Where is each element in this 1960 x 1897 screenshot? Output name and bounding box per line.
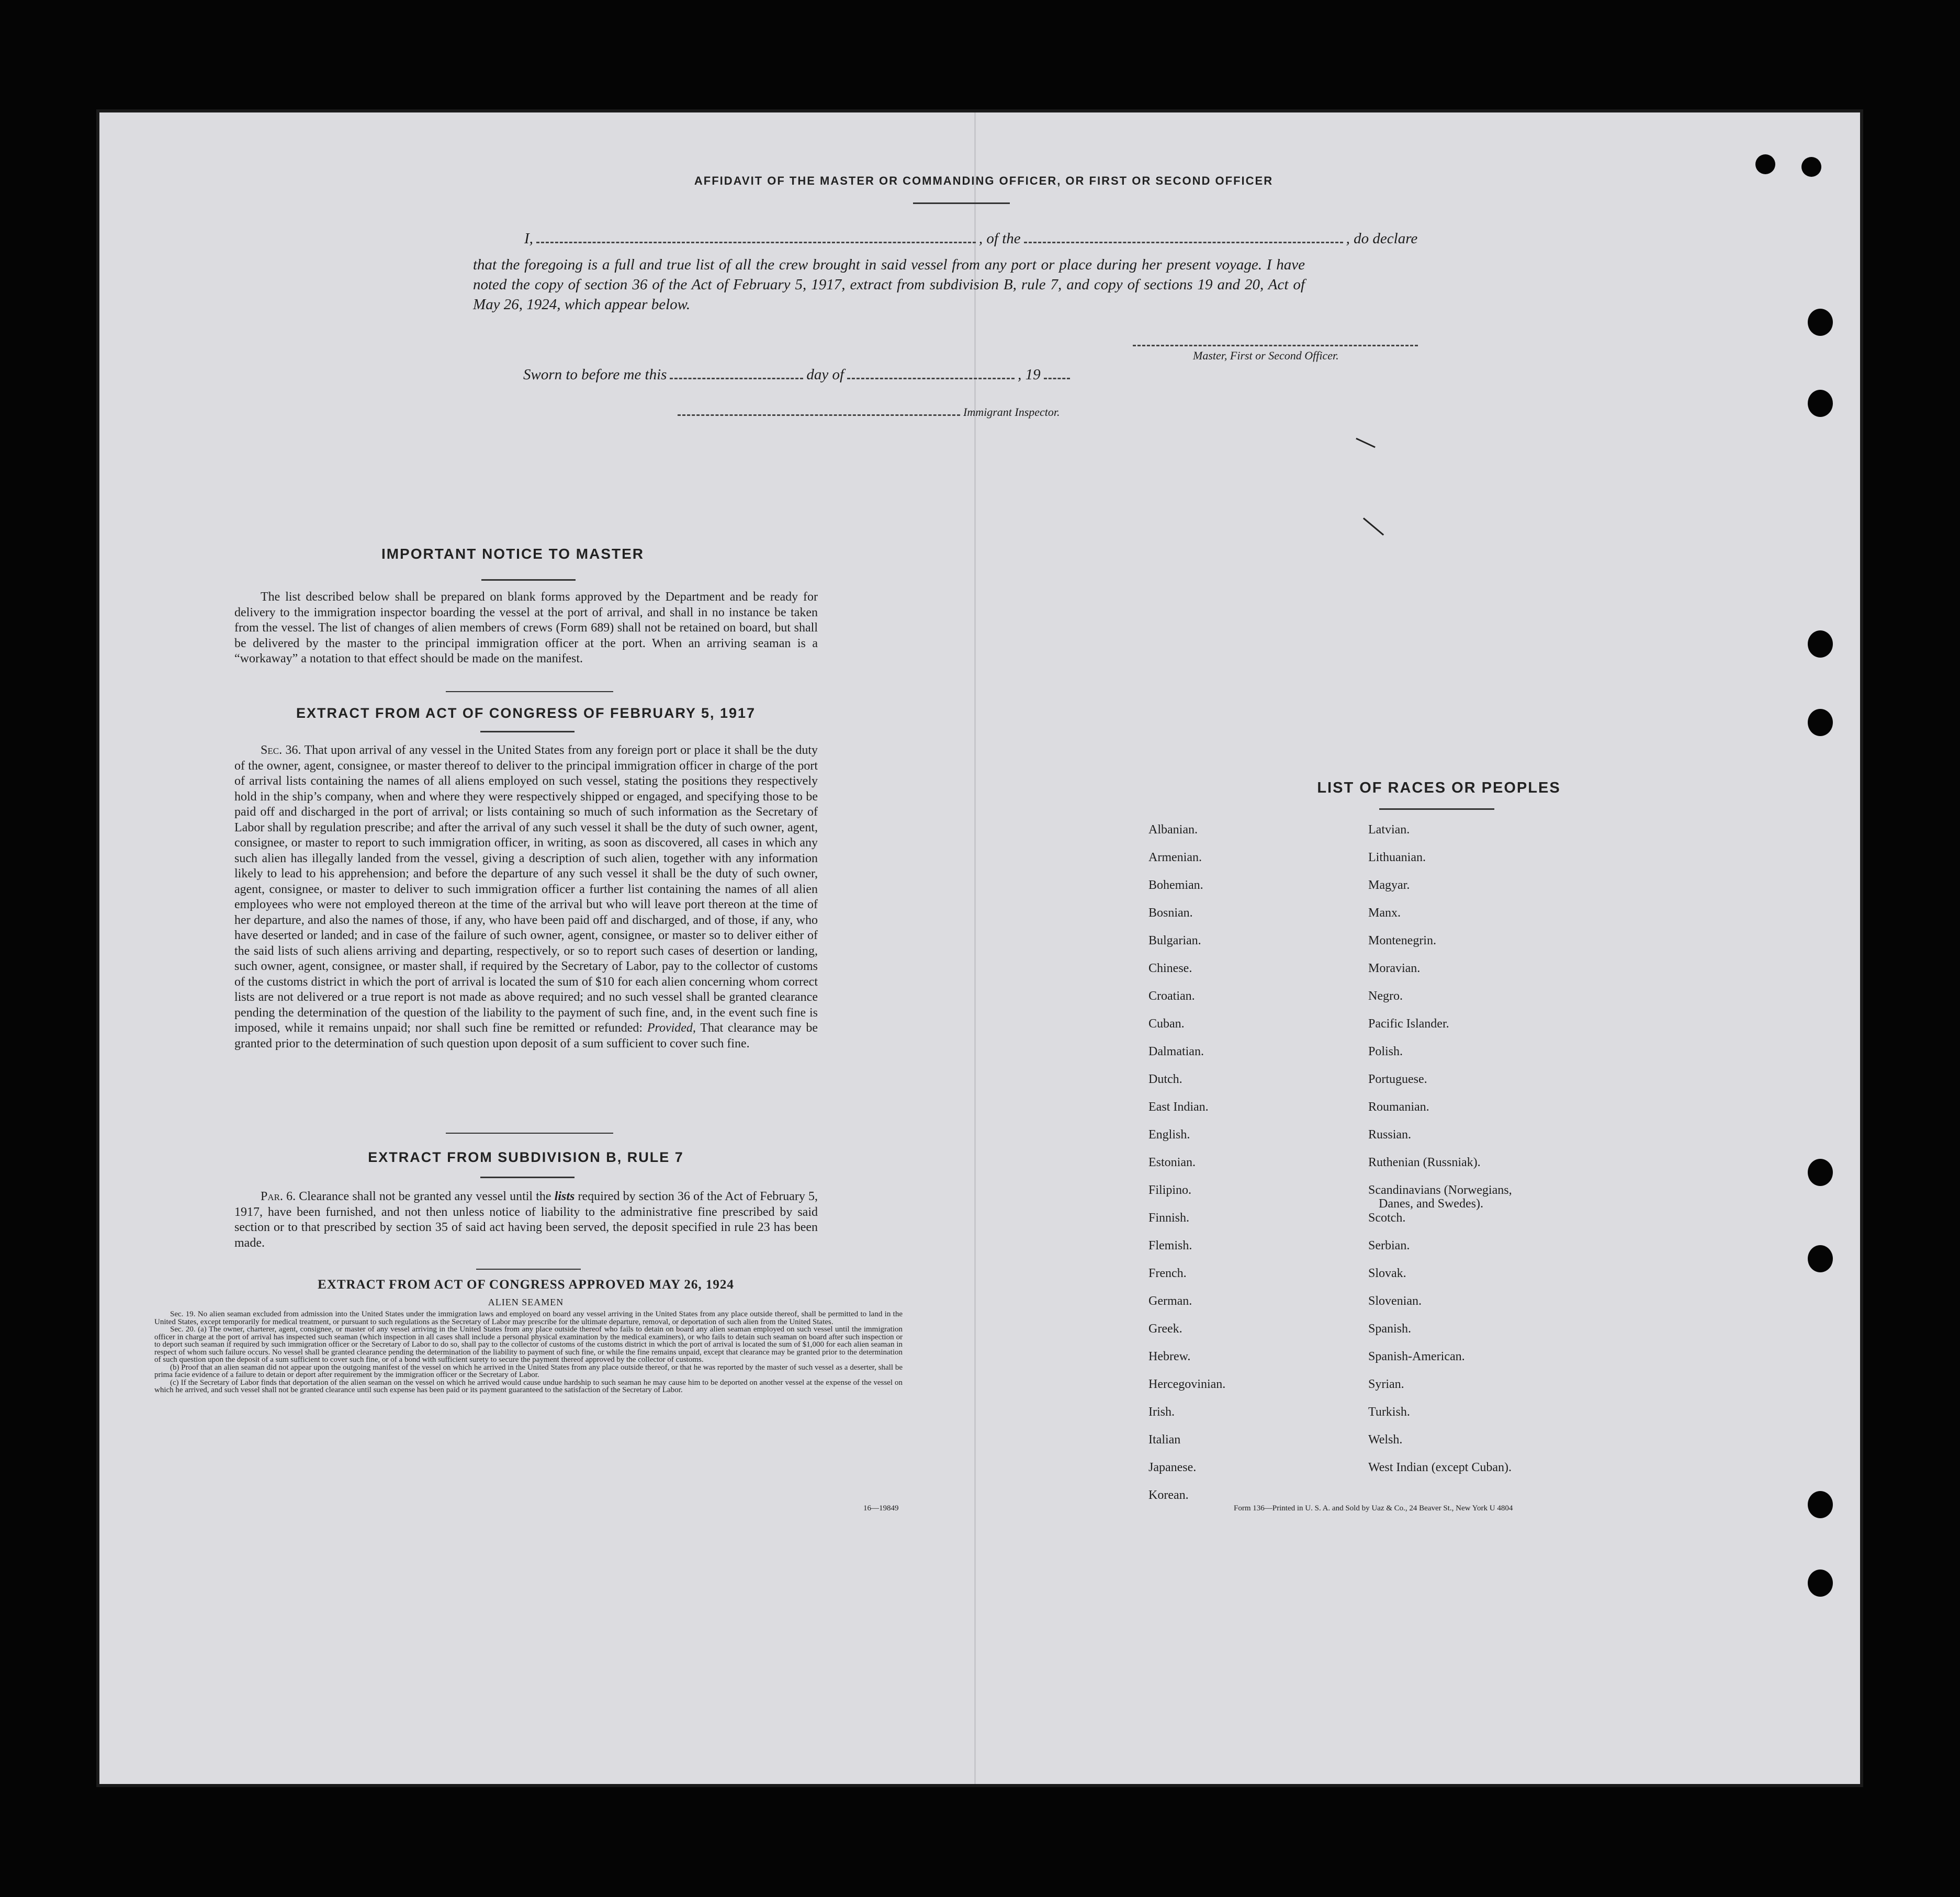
race-right-item: Lithuanian. [1368, 851, 1426, 864]
race-right-item: Ruthenian (Russniak). [1368, 1156, 1481, 1169]
sworn-text: Sworn to before me this [523, 366, 667, 383]
race-right-item: Spanish-American. [1368, 1350, 1465, 1363]
notice-body: The list described below shall be prepared on blank forms approved by the Department and be ready for delivery to the immigration inspector boarding the vessel at the port of arrival, and shall in no instance be taken from the vessel. The list of changes of alien members of crews (Form 689) shall not be retained on board, but shall be delivered by the master to the principal immigration officer at the port. When an arriving seaman is a “workaway” a notation to that effect should be made on the manifest. [234, 590, 818, 665]
sec-20a-paragraph: Sec. 20. (a) The owner, charterer, agent, consignee, or master of any vessel arriving in the United States from any place outside thereof who fails to detain on board any alien seaman employed on such vessel until the immigration officer in charge at the port of arrival has inspected such seaman (which inspection in all cases shall include a personal physical examination by the medical examiners), or who fails to detain such seaman on board after such inspection or to deport such seaman if required by such immigration officer or the Secretary of Labor to do so, shall pay to the collector of customs of the customs district in which the port of arrival is located the sum of $1,000 for each alien seaman in respect of whom such failure occurs. No vessel shall be granted clearance pending the determination of the liability to payment of such fine, or while the fine remains unpaid, except that clearance may be granted prior to the determination of such question upon the deposit of a sum sufficient to cover such fine, or of a bond with sufficient surety to secure the payment thereof approved by the collector of customs. [154, 1325, 903, 1364]
race-right-item: Pacific Islander. [1368, 1017, 1449, 1031]
race-left-item: Dutch. [1148, 1072, 1182, 1086]
binder-hole [1755, 154, 1775, 174]
races-heading-rule [1379, 808, 1494, 810]
race-right-item: Moravian. [1368, 962, 1421, 975]
binder-hole [1808, 1569, 1833, 1597]
vessel-blank [1024, 241, 1343, 243]
extract-1924-heading: EXTRACT FROM ACT OF CONGRESS APPROVED MAY 26, 1924 [318, 1278, 734, 1292]
race-right-item: Polish. [1368, 1045, 1403, 1058]
binder-hole [1808, 630, 1833, 658]
extract-1917-heading: EXTRACT FROM ACT OF CONGRESS OF FEBRUARY 5, 1917 [296, 705, 756, 721]
race-left-item: Japanese. [1148, 1461, 1197, 1474]
par-6-label: Par. 6. [261, 1190, 296, 1203]
provided-text: That clearance may be granted prior to the determination of such question upon deposit of a sum sufficient to cover such fine. [234, 1021, 818, 1051]
extract-1924-body [154, 1311, 903, 1394]
affidavit-of-the: , of the [978, 230, 1021, 247]
race-left-item: Italian [1148, 1433, 1181, 1447]
affidavit-i: I, [524, 230, 533, 247]
affidavit-declare: , do declare [1346, 230, 1418, 247]
race-left-item: Flemish. [1148, 1239, 1192, 1252]
rule7-text-pre: Clearance shall not be granted any vessel until the [299, 1190, 551, 1203]
race-left-item: Bulgarian. [1148, 934, 1201, 947]
notice-heading-rule [481, 579, 576, 581]
rule7-heading: EXTRACT FROM SUBDIVISION B, RULE 7 [368, 1149, 684, 1165]
race-left-item: Greek. [1148, 1322, 1182, 1336]
notice-heading: IMPORTANT NOTICE TO MASTER [381, 546, 645, 562]
extract-1924-subheading: ALIEN SEAMEN [488, 1297, 564, 1307]
year-blank [1044, 377, 1070, 379]
race-right-item: West Indian (except Cuban). [1368, 1461, 1512, 1474]
race-left-item: Hercegovinian. [1148, 1377, 1226, 1391]
affidavit-heading: AFFIDAVIT OF THE MASTER OR COMMANDING OFFICER, OR FIRST OR SECOND OFFICER [694, 174, 1274, 187]
day-of-text: day of [806, 366, 844, 383]
sec-36-text: That upon arrival of any vessel in the United States from any foreign port or place it shall be the duty of the owner, agent, consignee, or master thereof to deliver to the principal immigration officer in charge of the port of arrival lists containing the names of all aliens employed on such vessel, stating the positions they respectively hold in the ship’s company, when and where they were respectively shipped or engaged, and specifying those to be paid off and discharged in the port of arrival; or lists containing so much of such information as the Secretary of Labor shall by regulation prescribe; and after the arrival of any such vessel it shall be the duty of such owner, agent, consignee, or master to report to such immigration officer, in writing, as soon as discovered, all cases in which any such alien has illegally landed from the vessel, giving a description of such alien, together with any information likely to lead to his apprehension; and before the departure of any such vessel it shall be the duty of such owner, agent, consignee, or master to deliver to such immigration officer a further list containing the names of all alien employees who were not employed thereon at the time of the arrival but who will leave port thereon at the time of her departure, and also the names of those, if any, who have been paid off and discharged, and of those, if any, who have deserted or landed; and in case of the failure of such owner, agent, consignee, or master so to deliver either of the said lists of such aliens arriving and departing, respectively, or so to report such cases of desertion or landing, such owner, agent, consignee, or master shall, if required by the Secretary of Labor, pay to the collector of customs of the customs district in which the port of arrival is located the sum of $10 for each alien concerning whom correct lists are not delivered or a true report is not made as above required; and no such vessel shall be granted clearance pending the determination of the question of the liability to the payment of such fine, and, in the event such fine is imposed, while it remains unpaid; nor shall such fine be remitted or refunded: [234, 743, 818, 1035]
race-left-item: Albanian. [1148, 823, 1198, 837]
binder-hole [1808, 1245, 1833, 1272]
race-left-item: Cuban. [1148, 1017, 1185, 1031]
extract-1917-body [234, 743, 818, 1052]
race-right-item: Syrian. [1368, 1377, 1404, 1391]
sec-20c-paragraph: (c) If the Secretary of Labor finds that deportation of the alien seaman on the vessel on which he arrived would cause undue hardship to such seaman he may cause him to be deported on another vessel at the expense of the vessel on which he arrived, and such vessel shall not be granted clearance until such expense has been paid or its payment guaranteed to the satisfaction of the Secretary of Labor. [154, 1378, 903, 1394]
binder-hole [1808, 309, 1833, 336]
rule7-text-post: required by section 36 of the Act of February 5, 1917, have been furnished, and not then unless notice of liability to the administrative fine prescribed by said section or to that prescribed by section 35 of said act having been served, the deposit specified in rule 23 has been made. [234, 1190, 818, 1250]
form-number: 16—19849 [863, 1504, 899, 1512]
race-left-item: Bosnian. [1148, 906, 1193, 920]
race-left-item: Filipino. [1148, 1183, 1192, 1197]
race-right-item: Welsh. [1368, 1433, 1403, 1447]
race-right-item: Turkish. [1368, 1405, 1410, 1419]
binder-hole [1808, 1159, 1833, 1186]
race-left-item: Finnish. [1148, 1211, 1190, 1225]
inspector-line [678, 405, 1060, 419]
day-blank [670, 377, 803, 379]
sworn-line [523, 366, 1073, 383]
sec-20b-paragraph: (b) Proof that an alien seaman did not appear upon the outgoing manifest of the vessel on which he arrived in the United States from any place outside thereof, or that he was reported by the master of such vessel as a deserter, shall be prima facie evidence of a failure to detain or deport after requirement by the immigration officer or the Secretary of Labor. [154, 1363, 903, 1379]
race-right-item: Roumanian. [1368, 1100, 1429, 1114]
race-left-item: Irish. [1148, 1405, 1175, 1419]
race-right-item: Scandinavians (Norwegians, [1368, 1183, 1512, 1197]
sec-19-paragraph: Sec. 19. No alien seaman excluded from admission into the United States under the immigration laws and employed on board any vessel arriving in the United States from any place outside thereof, shall be permitted to land in the United States, except temporarily for medical treatment, or pursuant to such regulations as the Secretary of Labor may prescribe for the ultimate departure, removal, or deportation of such alien from the United States. [154, 1310, 903, 1326]
race-right-item: Slovenian. [1368, 1294, 1422, 1308]
race-left-item: Armenian. [1148, 851, 1202, 864]
extract-1917-rule [480, 731, 575, 732]
race-right-item: Danes, and Swedes). [1379, 1197, 1483, 1211]
form-printer-line: Form 136—Printed in U. S. A. and Sold by Uaz & Co., 24 Beaver St., New York U 4804 [1234, 1504, 1513, 1512]
rule7-body [234, 1189, 818, 1251]
master-caption: Master, First or Second Officer. [1193, 349, 1339, 362]
inspector-caption: Immigrant Inspector. [963, 405, 1060, 419]
race-right-item: Spanish. [1368, 1322, 1412, 1336]
extract-1917-divider [446, 1133, 613, 1134]
inspector-blank [678, 414, 960, 416]
races-heading: LIST OF RACES OR PEOPLES [1317, 780, 1561, 796]
master-signature-line [1133, 344, 1418, 346]
binder-hole [1808, 1491, 1833, 1518]
race-right-item: Russian. [1368, 1128, 1412, 1142]
race-right-item: Latvian. [1368, 823, 1410, 837]
notice-divider [446, 691, 613, 692]
rule7-divider [476, 1269, 581, 1270]
race-left-item: German. [1148, 1294, 1192, 1308]
race-right-item: Scotch. [1368, 1211, 1406, 1225]
provided-label: Provided, [647, 1021, 696, 1035]
race-left-item: Estonian. [1148, 1156, 1196, 1169]
name-blank [536, 241, 976, 243]
race-right-item: Magyar. [1368, 878, 1410, 892]
race-left-item: Bohemian. [1148, 878, 1203, 892]
race-left-item: French. [1148, 1267, 1187, 1280]
page-fold [974, 112, 976, 1784]
race-left-item: Croatian. [1148, 989, 1195, 1003]
race-right-item: Negro. [1368, 989, 1403, 1003]
binder-hole [1801, 157, 1821, 177]
binder-hole [1808, 709, 1833, 736]
race-left-item: East Indian. [1148, 1100, 1209, 1114]
document-page [99, 112, 1860, 1784]
affidavit-body: that the foregoing is a full and true list of all the crew brought in said vessel from any port or place during her present voyage. I have noted the copy of section 36 of the Act of February 5, 1917, extract from subdivision B, rule 7, and copy of sections 19 and 20, Act of May 26, 1924, which appear below. [473, 256, 1305, 313]
year-text: , 19 [1018, 366, 1041, 383]
race-left-item: Chinese. [1148, 962, 1192, 975]
race-right-item: Portuguese. [1368, 1072, 1427, 1086]
rule7-rule [480, 1177, 575, 1178]
sec-36-label: Sec. 36. [261, 743, 301, 757]
race-right-item: Manx. [1368, 906, 1401, 920]
race-left-item: Dalmatian. [1148, 1045, 1204, 1058]
race-left-item: English. [1148, 1128, 1190, 1142]
month-blank [847, 377, 1015, 379]
race-right-item: Slovak. [1368, 1267, 1406, 1280]
race-right-item: Montenegrin. [1368, 934, 1436, 947]
race-right-item: Serbian. [1368, 1239, 1410, 1252]
binder-hole [1808, 390, 1833, 417]
race-left-item: Hebrew. [1148, 1350, 1191, 1363]
affidavit-heading-rule [913, 202, 1010, 204]
race-left-item: Korean. [1148, 1488, 1189, 1502]
affidavit-line-1 [524, 230, 1417, 247]
lists-word: lists [554, 1190, 575, 1203]
scan-mark [1356, 438, 1376, 448]
scan-mark [1363, 517, 1384, 535]
